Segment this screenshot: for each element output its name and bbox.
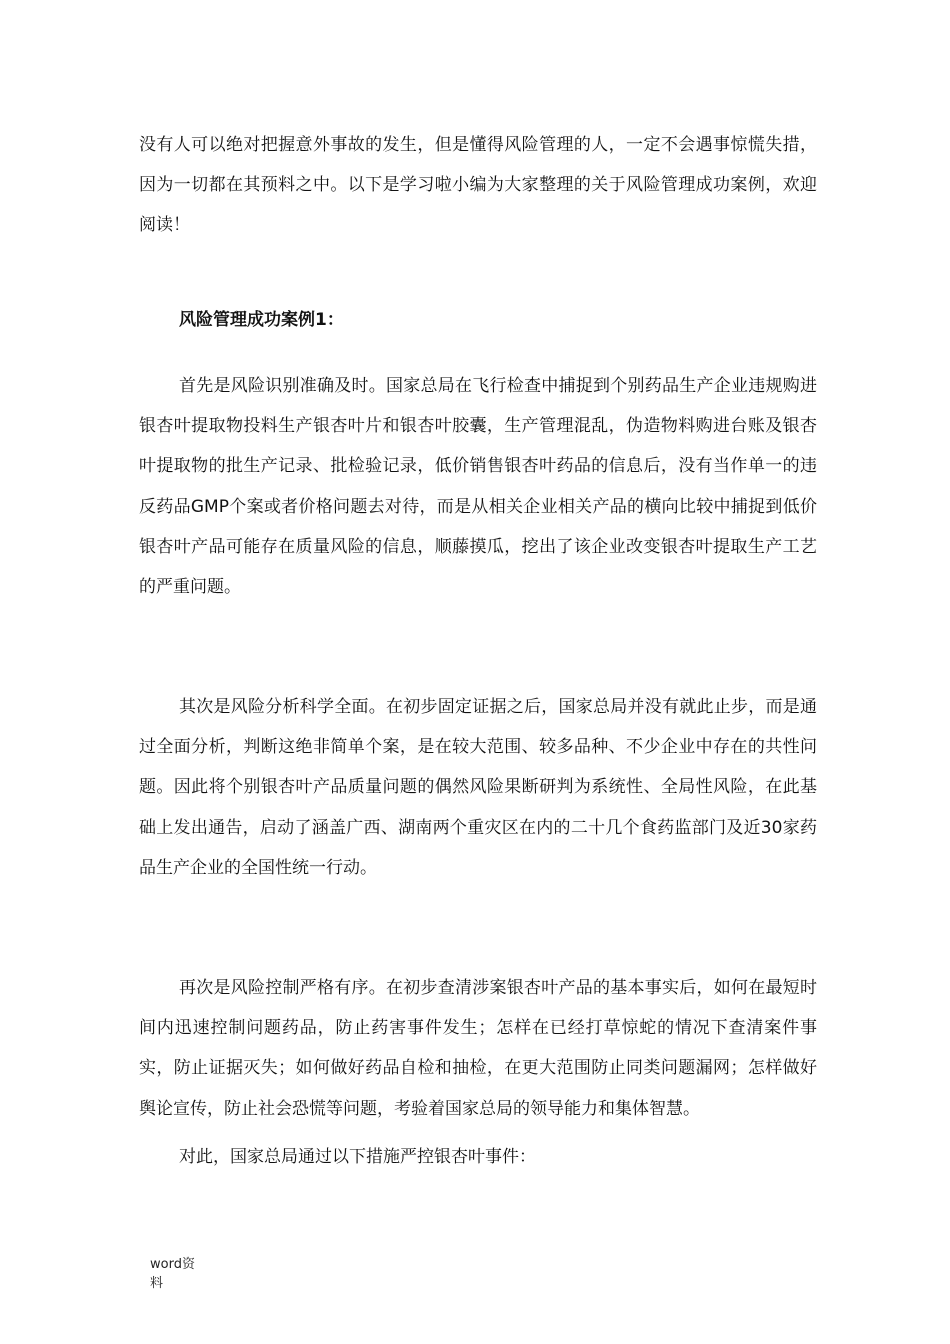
paragraph-measures-intro: 对此，国家总局通过以下措施严控银杏叶事件： bbox=[179, 1147, 536, 1167]
case-heading: 风险管理成功案例1： bbox=[179, 310, 344, 330]
paragraph-risk-analysis: 其次是风险分析科学全面。在初步固定证据之后，国家总局并没有就此止步，而是通过全面分析，判断这绝非简单个案，是在较大范围、较多品种、不少企业中存在的共性问题。因此将个别银杏叶产品质量问题的偶然风险果断研判为系统性、全局性风险，在此基础上发出通告，启动了涵盖广西、湖南两个重灾区在内的二十几个食药监部门及近30家药品生产企业的全国性统一行动。 bbox=[139, 697, 817, 878]
paragraph-risk-identification: 首先是风险识别准确及时。国家总局在飞行检查中捕捉到个别药品生产企业违规购进银杏叶提取物投料生产银杏叶片和银杏叶胶囊，生产管理混乱，伪造物料购进台账及银杏叶提取物的批生产记录、批检验记录，低价销售银杏叶药品的信息后，没有当作单一的违反药品GMP个案或者价格问题去对待，而是从相关企业相关产品的横向比较中捕捉到低价银杏叶产品可能存在质量风险的信息，顺藤摸瓜，挖出了该企业改变银杏叶提取生产工艺的严重问题。 bbox=[139, 376, 817, 598]
page-footer: word资料 bbox=[150, 1257, 195, 1291]
intro-paragraph: 没有人可以绝对把握意外事故的发生，但是懂得风险管理的人，一定不会遇事惊慌失措，因为一切都在其预料之中。以下是学习啦小编为大家整理的关于风险管理成功案例，欢迎阅读！ bbox=[139, 135, 817, 236]
paragraph-risk-control: 再次是风险控制严格有序。在初步查清涉案银杏叶产品的基本事实后，如何在最短时间内迅速控制问题药品，防止药害事件发生；怎样在已经打草惊蛇的情况下查清案件事实，防止证据灭失；如何做好药品自检和抽检，在更大范围防止同类问题漏网；怎样做好舆论宣传，防止社会恐慌等问题，考验着国家总局的领导能力和集体智慧。 bbox=[139, 978, 817, 1119]
